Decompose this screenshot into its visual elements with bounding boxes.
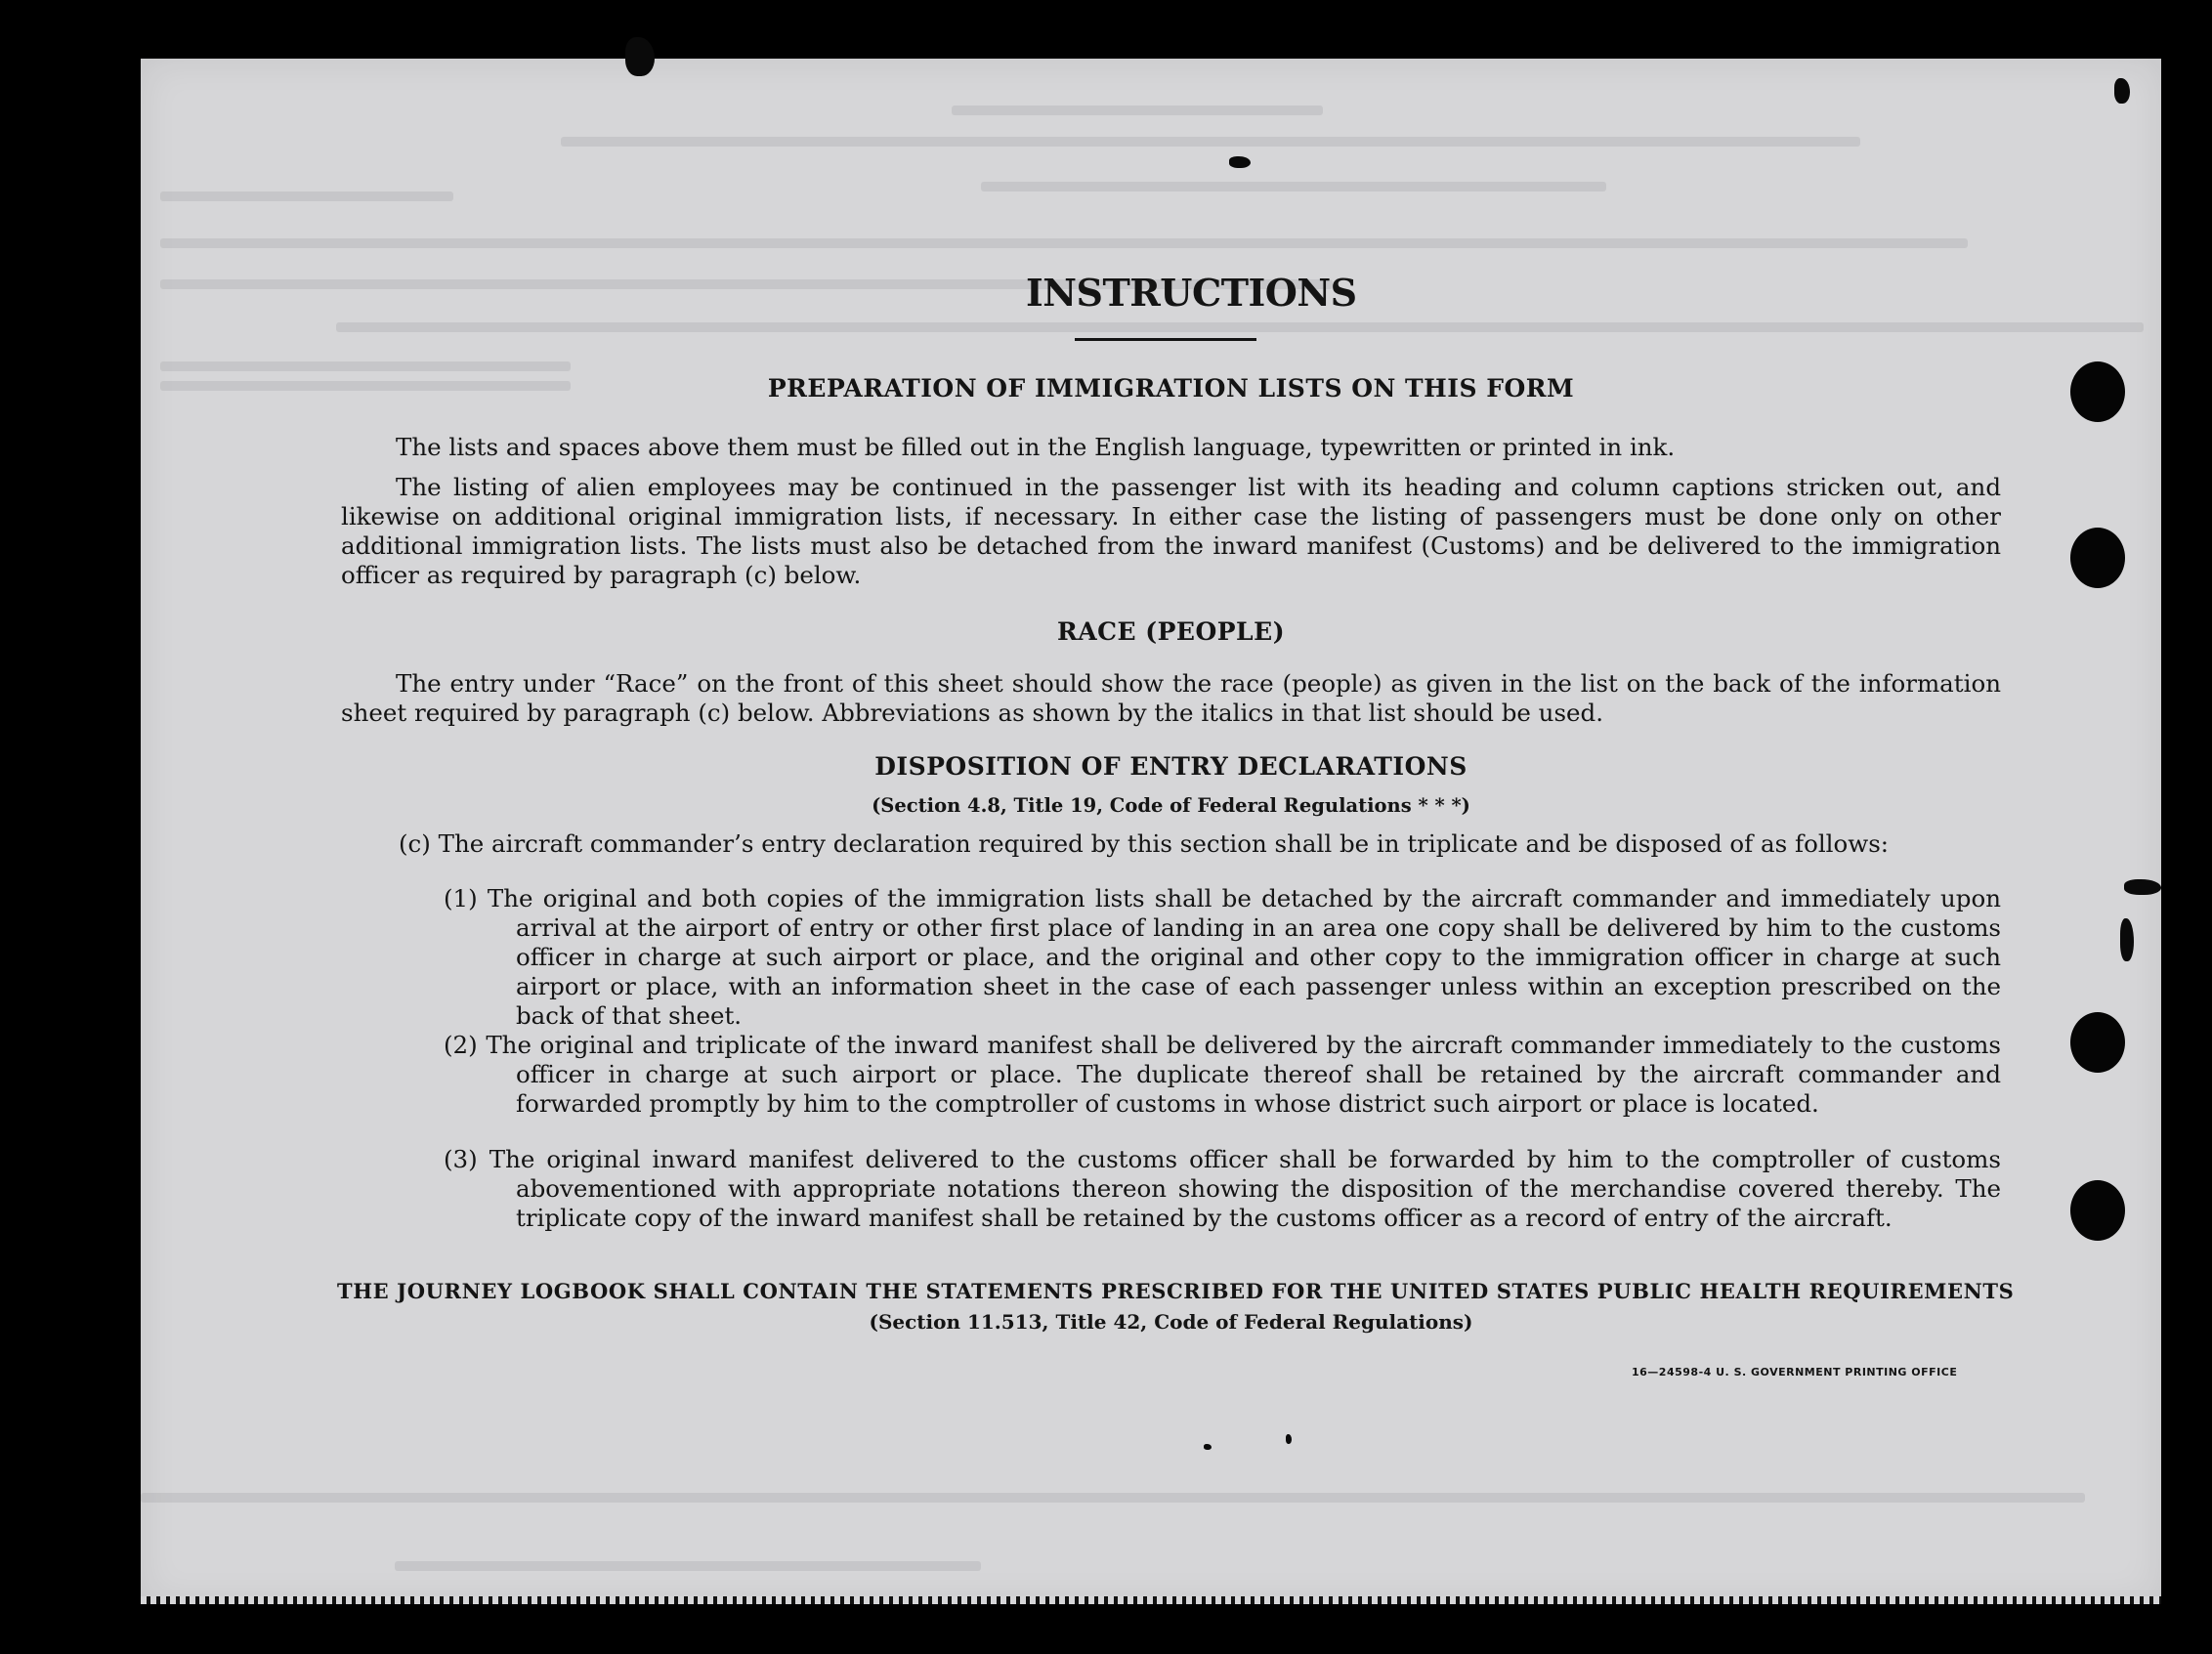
ink-speck xyxy=(625,37,655,76)
bleed-through-line xyxy=(336,322,2144,332)
title-underline xyxy=(1075,338,1256,341)
preparation-paragraph-1: The lists and spaces above them must be filled out in the English language, typewritten or printed in ink. xyxy=(396,433,1676,461)
punch-hole xyxy=(2070,1180,2125,1241)
bleed-through-line xyxy=(141,1493,2085,1503)
disposition-heading: DISPOSITION OF ENTRY DECLARATIONS xyxy=(874,752,1468,781)
ink-speck xyxy=(1286,1434,1292,1444)
punch-hole xyxy=(2070,361,2125,422)
disposition-citation: (Section 4.8, Title 19, Code of Federal Regulations * * *) xyxy=(872,794,1470,817)
printer-imprint: 16—24598-4 U. S. GOVERNMENT PRINTING OFFICE xyxy=(1632,1366,1958,1378)
bleed-through-line xyxy=(160,191,453,201)
health-requirements-statement: THE JOURNEY LOGBOOK SHALL CONTAIN THE STATEMENTS PRESCRIBED FOR THE UNITED STATES PUBLIC HEALTH REQUIREMENTS xyxy=(337,1279,2015,1303)
punch-hole xyxy=(2070,1012,2125,1073)
preparation-paragraph-2: The listing of alien employees may be continued in the passenger list with its heading and column captions stricken out, and likewise on additional original immigration lists, if necessary. In either case the listing of passengers must be done only on other additional immigration lists. The lists must also be detached from the inward manifest (Customs) and be delivered to the immigration officer as required by paragraph (c) below. xyxy=(341,473,2001,589)
ink-speck xyxy=(2124,879,2161,895)
race-heading: RACE (PEOPLE) xyxy=(1056,617,1286,646)
bleed-through-line xyxy=(952,106,1323,115)
ink-speck xyxy=(1229,156,1251,168)
bleed-through-line xyxy=(160,361,571,371)
ink-speck xyxy=(1204,1444,1212,1450)
disposition-item-3: (3) The original inward manifest delivered to the customs officer shall be forwarded by him to the comptroller of customs abovementioned with appropriate notations thereon showing the disposition of the merchandise covered thereby. The triplicate copy of the inward manifest shall be retained by the customs officer as a record of entry of the aircraft. xyxy=(444,1145,2001,1232)
disposition-item-1: (1) The original and both copies of the immigration lists shall be detached by the aircraft commander and immediately upon arrival at the airport of entry or other first place of landing in an area one copy shall be delivered by him to the customs officer in charge at such airport or place, and the original and other copy to the immigration officer in charge at such airport or place, with an information sheet in the case of each passenger unless within an exception prescribed on the back of that sheet. xyxy=(444,884,2001,1030)
bleed-through-line xyxy=(395,1561,981,1571)
health-requirements-citation: (Section 11.513, Title 42, Code of Federal Regulations) xyxy=(869,1310,1473,1334)
disposition-item-2: (2) The original and triplicate of the inward manifest shall be delivered by the aircraft commander immediately to the customs officer in charge at such airport or place. The duplicate thereof shall be retained by the aircraft commander and forwarded promptly by him to the comptroller of customs in whose district such airport or place is located. xyxy=(444,1031,2001,1118)
race-paragraph: The entry under “Race” on the front of this sheet should show the race (people) as given in the list on the back of the information sheet required by paragraph (c) below. Abbreviations as shown by the italics in that list should be used. xyxy=(341,669,2001,727)
punch-hole xyxy=(2070,528,2125,588)
bleed-through-line xyxy=(981,182,1606,191)
bleed-through-line xyxy=(561,137,1860,147)
ink-speck xyxy=(2114,78,2130,104)
disposition-intro: (c) The aircraft commander’s entry declaration required by this section shall be in triplicate and be disposed of as follows: xyxy=(399,829,1890,858)
page-title: INSTRUCTIONS xyxy=(1026,271,1357,315)
preparation-heading: PREPARATION OF IMMIGRATION LISTS ON THIS FORM xyxy=(767,374,1575,403)
bleed-through-line xyxy=(160,238,1968,248)
ink-speck xyxy=(2120,918,2134,961)
